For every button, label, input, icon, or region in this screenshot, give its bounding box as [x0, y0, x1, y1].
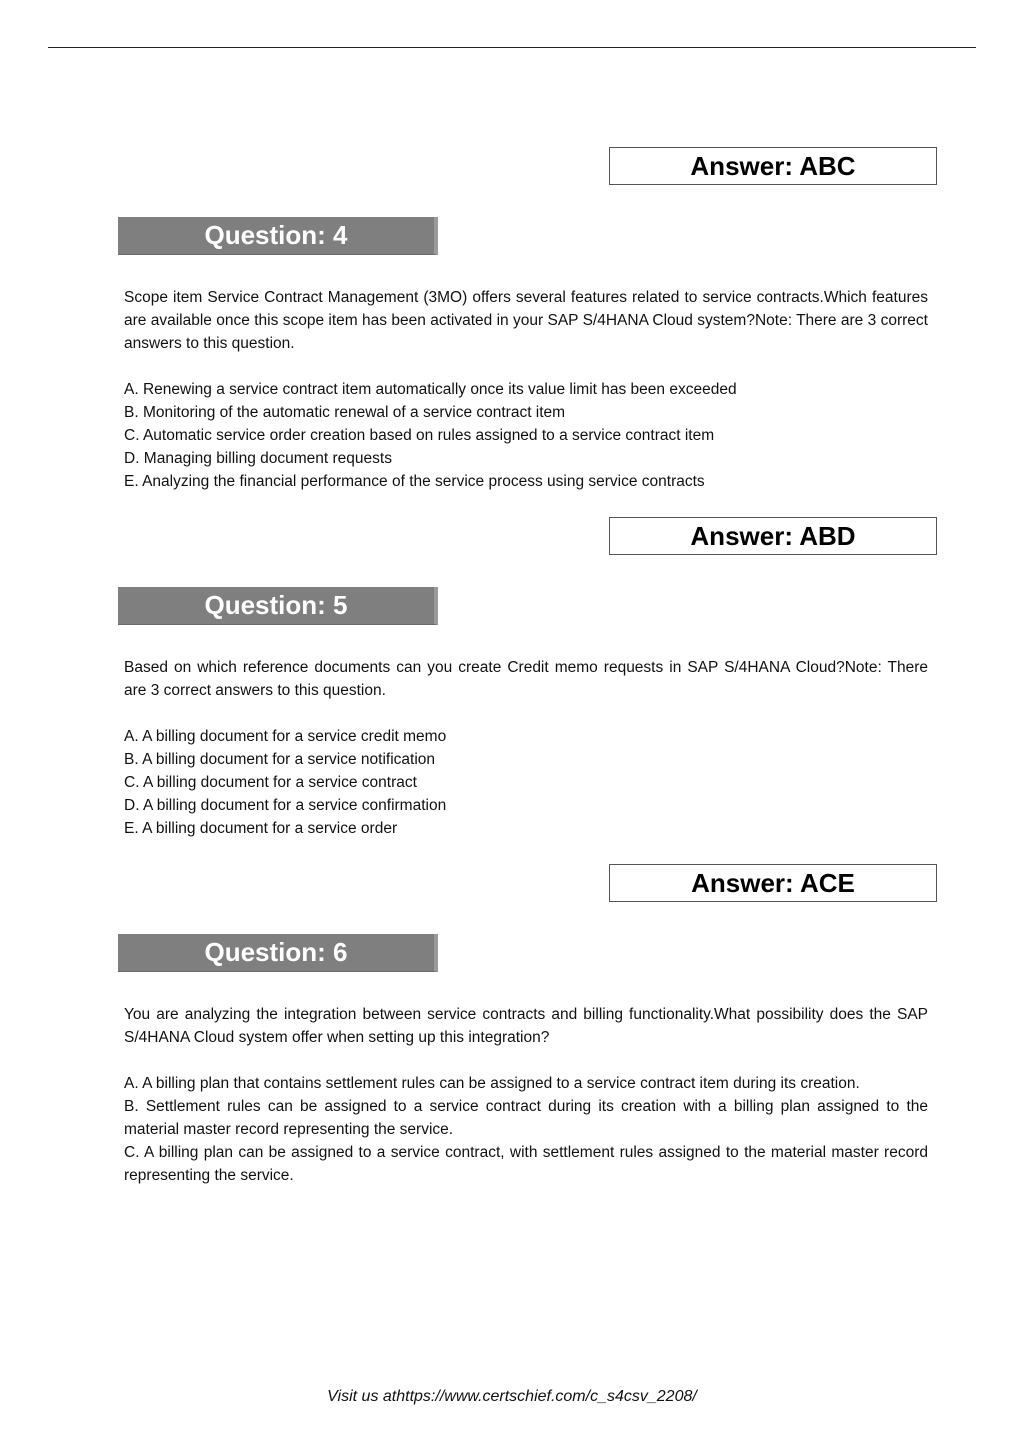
question-header-6 — [118, 934, 438, 972]
question-stem: Scope item Service Contract Management (3MO) offers several features related to service contracts.Which features are available once this scope item has been activated in your SAP S/4HANA Cloud system?Note: There are 3 correct answers to this question. — [124, 289, 928, 352]
option-item: D. Managing billing document requests — [124, 450, 392, 467]
question-stem: Based on which reference documents can you create Credit memo requests in SAP S/4HANA Cloud?Note: There are 3 correct answers to this question. — [124, 659, 928, 699]
answer-text: Answer: ABD — [690, 520, 856, 551]
question-title: Question: 4 — [204, 220, 348, 250]
question-title: Question: 6 — [204, 937, 348, 967]
option-item: E. Analyzing the financial performance of the service process using service contracts — [124, 473, 705, 490]
option-item: A. A billing document for a service credit memo — [124, 728, 447, 745]
option-item: B. Settlement rules can be assigned to a service contract during its creation with a billing plan assigned to the material master record representing the service. — [124, 1098, 928, 1138]
option-list — [124, 725, 928, 840]
option-item: A. Renewing a service contract item automatically once its value limit has been exceeded — [124, 381, 737, 398]
answer-box-q4 — [609, 517, 937, 555]
option-list — [124, 1072, 928, 1187]
option-item: C. A billing document for a service contract — [124, 774, 417, 791]
question-body-4 — [124, 286, 928, 493]
question-body-5 — [124, 656, 928, 840]
answer-text: Answer: ABC — [690, 150, 856, 181]
option-item: B. Monitoring of the automatic renewal of a service contract item — [124, 404, 566, 421]
question-stem: You are analyzing the integration between service contracts and billing functionality.What possibility does the SAP S/4HANA Cloud system offer when setting up this integration? — [124, 1006, 928, 1046]
option-item: A. A billing plan that contains settlement rules can be assigned to a service contract item during its creation. — [124, 1075, 860, 1092]
answer-box-q3 — [609, 147, 937, 185]
header-rule — [48, 47, 976, 48]
footer-visit-link[interactable] — [0, 1388, 1024, 1406]
footer-text[interactable]: Visit us athttps://www.certschief.com/c_s4csv_2208/ — [327, 1388, 697, 1405]
option-item: D. A billing document for a service confirmation — [124, 797, 447, 814]
question-title: Question: 5 — [204, 590, 348, 620]
answer-box-q5 — [609, 864, 937, 902]
question-body-6 — [124, 1003, 928, 1187]
option-item: B. A billing document for a service notification — [124, 751, 436, 768]
answer-text: Answer: ACE — [691, 867, 855, 898]
option-item: C. Automatic service order creation based on rules assigned to a service contract item — [124, 427, 715, 444]
question-header-5 — [118, 587, 438, 625]
option-list — [124, 378, 928, 493]
option-item: C. A billing plan can be assigned to a service contract, with settlement rules assigned to the material master record representing the service. — [124, 1144, 928, 1184]
question-header-4 — [118, 217, 438, 255]
option-item: E. A billing document for a service order — [124, 820, 398, 837]
